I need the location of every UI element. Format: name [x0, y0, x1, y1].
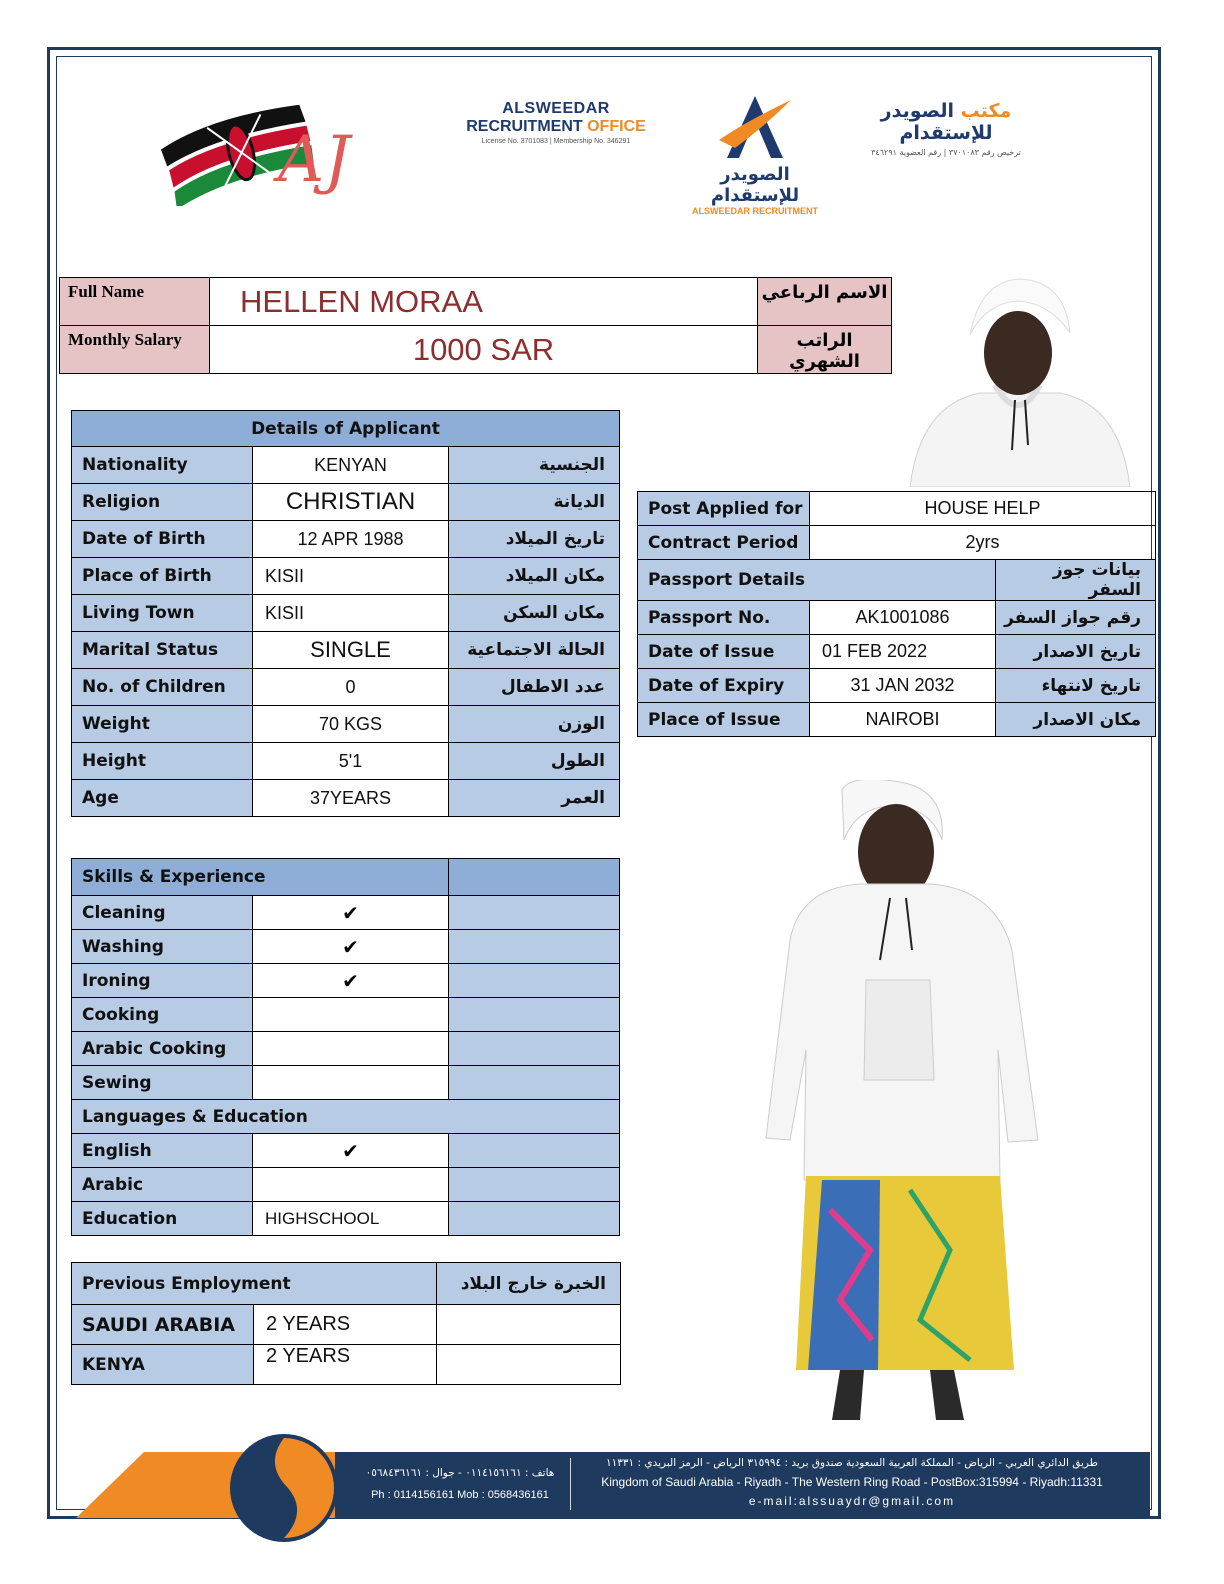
alsweedar-emblem-logo	[684, 92, 826, 216]
emblem-arabic: الصويدر للإستقدام	[710, 164, 800, 206]
passport-row	[638, 601, 1156, 635]
skill-check	[253, 1066, 449, 1100]
language-extra	[449, 1134, 620, 1168]
post-passport-table	[637, 491, 1156, 737]
office-logo-office: OFFICE	[587, 118, 646, 135]
skill-check	[253, 1032, 449, 1066]
office-logo-recruitment: RECRUITMENT	[466, 118, 583, 135]
details-label: Marital Status	[72, 632, 253, 669]
passport-row	[638, 703, 1156, 737]
details-arabic: الديانة	[449, 484, 620, 521]
skill-row	[72, 1032, 620, 1066]
skill-check: ✔	[253, 896, 449, 930]
skill-label: Arabic Cooking	[72, 1032, 253, 1066]
skill-extra	[449, 1066, 620, 1100]
details-label: Weight	[72, 706, 253, 743]
previous-header-row	[72, 1263, 621, 1305]
previous-country: KENYA	[72, 1345, 254, 1385]
details-arabic: مكان الميلاد	[449, 558, 620, 595]
previous-duration: 2 YEARS	[254, 1305, 437, 1345]
kenya-flag-logo	[158, 86, 368, 206]
previous-title-arabic: الخبرة خارج البلاد	[437, 1263, 621, 1305]
footer-contact-arabic: هاتف : ٠١١٤١٥٦١٦١ - جوال : ٠٥٦٨٤٣٦١٦١	[365, 1467, 555, 1479]
details-arabic: الحالة الاجتماعية	[449, 632, 620, 669]
full-name-label: Full Name	[60, 278, 210, 326]
skill-row	[72, 896, 620, 930]
footer-email[interactable]: e-mail:alssuaydr@gmail.com	[748, 1494, 956, 1508]
previous-extra	[437, 1345, 621, 1385]
details-value: SINGLE	[253, 632, 449, 669]
details-label: Age	[72, 780, 253, 817]
previous-duration: 2 YEARS	[254, 1345, 437, 1385]
previous-country: SAUDI ARABIA	[72, 1305, 254, 1345]
passport-header-row	[638, 560, 1156, 601]
a-emblem-icon	[705, 92, 805, 162]
skill-label: Cleaning	[72, 896, 253, 930]
language-row	[72, 1134, 620, 1168]
details-arabic: الطول	[449, 743, 620, 780]
language-label: Arabic	[72, 1168, 253, 1202]
footer-contact	[360, 1462, 560, 1506]
languages-title: Languages & Education	[72, 1100, 620, 1134]
passport-label: Place of Issue	[638, 703, 810, 737]
details-arabic: مكان السكن	[449, 595, 620, 632]
details-arabic: عدد الاطفال	[449, 669, 620, 706]
languages-header-row	[72, 1100, 620, 1134]
arabic-office-title	[846, 100, 1046, 144]
office-license: License No. 3701083 | Membership No. 346291	[481, 138, 631, 145]
salary-label: Monthly Salary	[60, 326, 210, 374]
arabic-office-accent: مكتب	[960, 100, 1012, 122]
office-logo-line2	[466, 118, 646, 136]
contract-row	[638, 526, 1156, 560]
details-label: Date of Birth	[72, 521, 253, 558]
skill-label: Washing	[72, 930, 253, 964]
education-value: HIGHSCHOOL	[253, 1202, 449, 1236]
previous-employment-table	[71, 1262, 621, 1385]
details-arabic: تاريخ الميلاد	[449, 521, 620, 558]
full-name-row	[60, 278, 892, 326]
skill-row	[72, 998, 620, 1032]
passport-arabic: تاريخ لانتهاء	[996, 669, 1156, 703]
skill-check: ✔	[253, 930, 449, 964]
skill-extra	[449, 896, 620, 930]
post-row	[638, 492, 1156, 526]
details-label: No. of Children	[72, 669, 253, 706]
details-value: 5'1	[253, 743, 449, 780]
full-name-value: HELLEN MORAA	[210, 278, 758, 326]
arabic-office-license: ترخيص رقم ٣٧٠١٠٨٣ | رقم العضوية ٣٤٦٢٩١	[871, 148, 1021, 157]
skill-label: Cooking	[72, 998, 253, 1032]
skill-row	[72, 1066, 620, 1100]
details-label: Place of Birth	[72, 558, 253, 595]
details-value: 37YEARS	[253, 780, 449, 817]
emblem-english: ALSWEEDAR RECRUITMENT	[692, 206, 818, 216]
skill-row	[72, 964, 620, 998]
details-label: Religion	[72, 484, 253, 521]
details-value: KISII	[253, 595, 449, 632]
language-label: English	[72, 1134, 253, 1168]
salary-row	[60, 326, 892, 374]
passport-row	[638, 635, 1156, 669]
details-row	[72, 447, 620, 484]
details-arabic: الوزن	[449, 706, 620, 743]
office-logo-line1: ALSWEEDAR	[502, 100, 610, 117]
language-extra	[449, 1168, 620, 1202]
post-value: HOUSE HELP	[810, 492, 1156, 526]
details-label: Nationality	[72, 447, 253, 484]
passport-label: Passport No.	[638, 601, 810, 635]
skill-extra	[449, 1032, 620, 1066]
details-value: CHRISTIAN	[253, 484, 449, 521]
previous-row	[72, 1305, 621, 1345]
salary-arabic: الراتب الشهري	[758, 326, 892, 374]
details-row	[72, 743, 620, 780]
full-name-arabic: الاسم الرباعي	[758, 278, 892, 326]
skill-row	[72, 930, 620, 964]
details-title: Details of Applicant	[72, 411, 620, 447]
language-check: ✔	[253, 1134, 449, 1168]
skill-extra	[449, 998, 620, 1032]
footer-contact-english: Ph : 0114156161 Mob : 0568436161	[371, 1489, 549, 1501]
passport-title: Passport Details	[638, 560, 996, 601]
details-row	[72, 780, 620, 817]
passport-arabic: مكان الاصدار	[996, 703, 1156, 737]
salary-value: 1000 SAR	[210, 326, 758, 374]
contract-value: 2yrs	[810, 526, 1156, 560]
passport-value: 01 FEB 2022	[810, 635, 996, 669]
post-label: Post Applied for	[638, 492, 810, 526]
svg-text:AJ: AJ	[278, 123, 350, 197]
footer-address-english: Kingdom of Saudi Arabia - Riyadh - The Western Ring Road - PostBox:315994 - Riyadh:11331	[601, 1475, 1103, 1489]
details-label: Living Town	[72, 595, 253, 632]
footer-address	[582, 1454, 1122, 1511]
footer-divider	[570, 1458, 571, 1510]
details-row	[72, 595, 620, 632]
details-row	[72, 632, 620, 669]
details-row	[72, 669, 620, 706]
applicant-full-body-photo	[760, 780, 1056, 1430]
footer-address-arabic: طريق الدائري الغربي - الرياض - المملكة العربية السعودية صندوق بريد : ٣١٥٩٩٤ الرياض - الرمز البريدي : ١١٣٣١	[605, 1457, 1099, 1469]
skill-label: Sewing	[72, 1066, 253, 1100]
skill-extra	[449, 930, 620, 964]
alsweedar-office-logo	[466, 100, 646, 145]
details-value: 12 APR 1988	[253, 521, 449, 558]
skills-title: Skills & Experience	[72, 859, 449, 896]
passport-value: AK1001086	[810, 601, 996, 635]
details-row	[72, 558, 620, 595]
applicant-details-table	[71, 410, 620, 817]
passport-value: NAIROBI	[810, 703, 996, 737]
passport-value: 31 JAN 2032	[810, 669, 996, 703]
name-salary-table	[59, 277, 892, 374]
education-row	[72, 1202, 620, 1236]
contract-label: Contract Period	[638, 526, 810, 560]
previous-title: Previous Employment	[72, 1263, 437, 1305]
passport-row	[638, 669, 1156, 703]
skills-header-blank	[449, 859, 620, 896]
passport-label: Date of Issue	[638, 635, 810, 669]
skill-extra	[449, 964, 620, 998]
language-check	[253, 1168, 449, 1202]
skills-header-row	[72, 859, 620, 896]
previous-row	[72, 1345, 621, 1385]
skill-label: Ironing	[72, 964, 253, 998]
details-row	[72, 706, 620, 743]
language-row	[72, 1168, 620, 1202]
details-arabic: الجنسية	[449, 447, 620, 484]
skill-check: ✔	[253, 964, 449, 998]
arabic-office-name: الصويدر للإستقدام	[880, 100, 993, 144]
previous-extra	[437, 1305, 621, 1345]
passport-label: Date of Expiry	[638, 669, 810, 703]
details-value: KENYAN	[253, 447, 449, 484]
details-arabic: العمر	[449, 780, 620, 817]
education-label: Education	[72, 1202, 253, 1236]
details-value: 70 KGS	[253, 706, 449, 743]
applicant-portrait-photo	[900, 275, 1136, 487]
education-extra	[449, 1202, 620, 1236]
details-label: Height	[72, 743, 253, 780]
skill-check	[253, 998, 449, 1032]
details-row	[72, 484, 620, 521]
arabic-office-logo	[846, 100, 1046, 157]
skills-table	[71, 858, 620, 1236]
passport-arabic: تاريخ الاصدار	[996, 635, 1156, 669]
details-value: KISII	[253, 558, 449, 595]
footer-logo-circle-icon	[228, 1432, 340, 1544]
passport-title-arabic: بيانات جوز السفر	[996, 560, 1156, 601]
details-value: 0	[253, 669, 449, 706]
details-header-row	[72, 411, 620, 447]
passport-arabic: رقم جواز السفر	[996, 601, 1156, 635]
details-row	[72, 521, 620, 558]
